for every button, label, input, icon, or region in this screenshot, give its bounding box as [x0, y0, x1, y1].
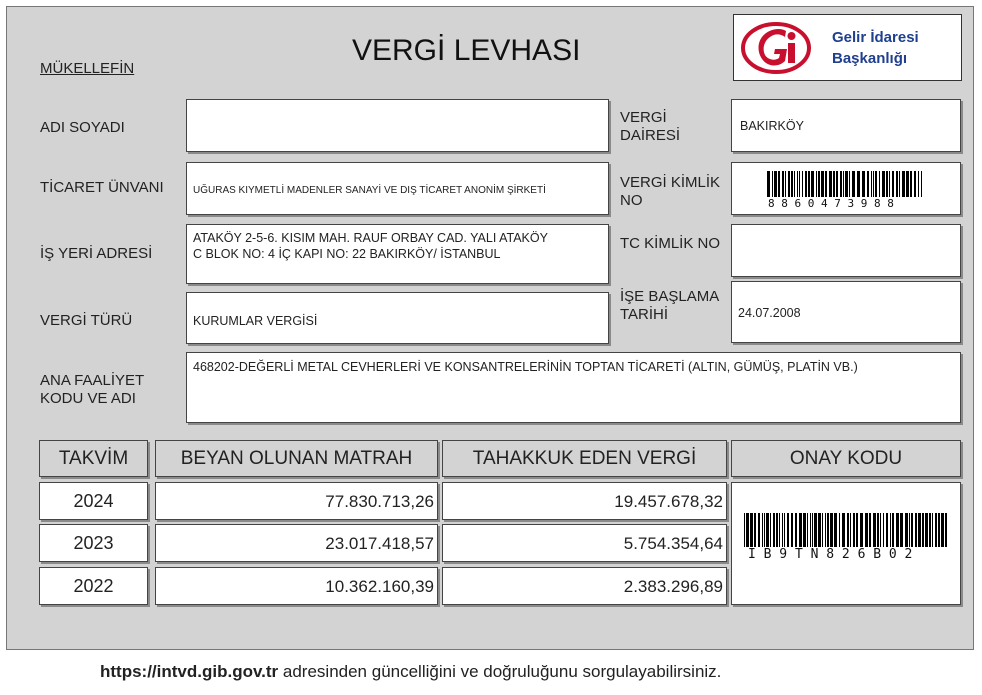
barcode-bar — [758, 513, 760, 547]
barcode-bar — [811, 171, 814, 197]
barcode-bar — [918, 171, 919, 197]
barcode-bar — [909, 513, 910, 547]
gib-emblem-icon — [740, 21, 812, 75]
matrah-cell: 23.017.418,57 — [325, 534, 434, 553]
barcode-bar — [825, 513, 826, 547]
logo-text-line2: Başkanlığı — [832, 50, 908, 67]
barcode-bar — [772, 171, 773, 197]
barcode-bar — [842, 513, 845, 547]
value-adres-line1: ATAKÖY 2-5-6. KISIM MAH. RAUF ORBAY CAD. YALI ATAKÖY — [193, 231, 548, 245]
barcode-bar — [945, 513, 947, 547]
barcode-bar — [867, 171, 869, 197]
barcode-bar — [938, 513, 940, 547]
vkn-barcode — [767, 171, 925, 197]
barcode-bar — [814, 513, 817, 547]
label-vergi-kimlik-1: VERGİ KİMLİK — [620, 174, 721, 191]
barcode-bar — [794, 171, 795, 197]
label-tc-kimlik: TC KİMLİK NO — [620, 235, 721, 252]
page-title: VERGİ LEVHASI — [352, 34, 581, 67]
barcode-bar — [911, 513, 913, 547]
barcode-bar — [818, 513, 821, 547]
barcode-bar — [892, 513, 894, 547]
barcode-bar — [869, 513, 871, 547]
barcode-bar — [797, 171, 798, 197]
label-vergi-kimlik-2: NO — [620, 192, 643, 209]
value-ana-faaliyet: 468202-DEĞERLİ METAL CEVHERLERİ VE KONSANTRELERİNİN TOPTAN TİCARETİ (ALTIN, GÜMÜŞ, PLATİN VB.) — [193, 360, 858, 374]
barcode-bar — [805, 171, 807, 197]
barcode-bar — [750, 513, 753, 547]
barcode-bar — [762, 513, 763, 547]
barcode-bar — [871, 171, 872, 197]
barcode-bar — [830, 513, 833, 547]
label-vergi-turu: VERGİ TÜRÜ — [40, 312, 133, 329]
logo-text-line1: Gelir İdaresi — [832, 29, 919, 46]
barcode-bar — [839, 513, 840, 547]
barcode-bar — [932, 513, 933, 547]
barcode-bar — [899, 171, 900, 197]
barcode-bar — [847, 513, 849, 547]
header-takvim-text: TAKVİM — [58, 447, 129, 469]
barcode-bar — [782, 513, 783, 547]
label-adi-soyadi: ADI SOYADI — [40, 119, 125, 136]
barcode-bar — [902, 171, 905, 197]
barcode-bar — [767, 171, 770, 197]
value-ise-baslama: 24.07.2008 — [738, 306, 801, 320]
barcode-bar — [941, 513, 944, 547]
barcode-bar — [836, 171, 838, 197]
barcode-bar — [829, 171, 832, 197]
barcode-bar — [896, 171, 898, 197]
barcode-bar — [853, 513, 855, 547]
barcode-bar — [886, 171, 888, 197]
barcode-bar — [862, 171, 865, 197]
barcode-bar — [776, 513, 778, 547]
barcode-bar — [852, 171, 855, 197]
barcode-bar — [787, 513, 789, 547]
barcode-bar — [857, 171, 860, 197]
barcode-bar — [818, 171, 820, 197]
vergi-cell: 2.383.296,89 — [623, 577, 723, 596]
row-2023-matrah — [155, 524, 438, 562]
row-2023-vergi — [442, 524, 727, 562]
row-2022-matrah — [155, 567, 438, 605]
barcode-bar — [744, 513, 745, 547]
value-ticaret-unvani: UĞURAS KIYMETLİ MADENLER SANAYİ VE DIŞ TİCARET ANONİM ŞİRKETİ — [193, 185, 546, 196]
year-cell: 2024 — [73, 490, 114, 511]
barcode-bar — [900, 513, 903, 547]
barcode-bar — [929, 513, 931, 547]
row-2024-vergi — [442, 482, 727, 520]
barcode-bar — [822, 513, 823, 547]
barcode-bar — [795, 513, 797, 547]
barcode-bar — [799, 513, 802, 547]
barcode-bar — [833, 171, 835, 197]
label-ana-faaliyet-2: KODU VE ADI — [40, 390, 136, 407]
onay-kodu-box — [731, 482, 961, 605]
value-adres-line2: C BLOK NO: 4 İÇ KAPI NO: 22 BAKIRKÖY/ İSTANBUL — [193, 247, 501, 261]
header-matrah-text: BEYAN OLUNAN MATRAH — [180, 447, 413, 469]
barcode-bar — [812, 513, 813, 547]
barcode-bar — [773, 513, 775, 547]
barcode-bar — [877, 513, 879, 547]
barcode-bar — [845, 171, 848, 197]
barcode-bar — [821, 171, 824, 197]
field-vergi-kimlik-no — [731, 162, 961, 215]
barcode-bar — [764, 513, 765, 547]
label-ticaret-unvani: TİCARET ÜNVANI — [40, 179, 164, 196]
barcode-bar — [827, 513, 829, 547]
footer-note — [100, 662, 721, 682]
barcode-bar — [770, 513, 771, 547]
barcode-bar — [825, 171, 827, 197]
value-vergi-kimlik-no: 8 8 6 0 4 7 3 9 8 8 — [768, 197, 894, 210]
barcode-bar — [873, 513, 876, 547]
gib-logo — [733, 14, 962, 81]
barcode-bar — [843, 171, 844, 197]
label-ana-faaliyet-1: ANA FAALİYET — [40, 372, 145, 389]
barcode-bar — [886, 513, 888, 547]
barcode-bar — [921, 171, 922, 197]
barcode-bar — [915, 513, 917, 547]
row-2023-year — [39, 524, 148, 562]
barcode-bar — [810, 513, 811, 547]
value-vergi-turu: KURUMLAR VERGİSİ — [193, 314, 318, 328]
row-2022-year — [39, 567, 148, 605]
row-2024-year — [39, 482, 148, 520]
barcode-bar — [890, 513, 891, 547]
row-2024-matrah — [155, 482, 438, 520]
header-onay-text: ONAY KODU — [789, 447, 903, 469]
matrah-cell: 10.362.160,39 — [325, 577, 434, 596]
barcode-bar — [803, 513, 806, 547]
barcode-bar — [865, 513, 868, 547]
barcode-bar — [754, 513, 756, 547]
label-ise-baslama-1: İŞE BAŞLAMA — [620, 288, 720, 305]
field-vergi-turu — [186, 292, 609, 344]
label-vergi-dairesi-2: DAİRESİ — [620, 127, 681, 144]
barcode-bar — [791, 171, 793, 197]
label-is-yeri-adresi: İŞ YERİ ADRESİ — [40, 245, 153, 262]
barcode-bar — [746, 513, 749, 547]
barcode-bar — [850, 513, 851, 547]
matrah-cell: 77.830.713,26 — [325, 492, 434, 511]
year-cell: 2022 — [73, 575, 114, 596]
label-ise-baslama-2: TARİHİ — [620, 306, 669, 323]
header-vergi — [442, 440, 727, 477]
field-ana-faaliyet — [186, 352, 961, 423]
barcode-bar — [875, 171, 877, 197]
field-ise-baslama — [731, 281, 961, 343]
footer-text: adresinden güncelliğini ve doğruluğunu sorgulayabilirsiniz. — [278, 662, 722, 681]
row-2022-vergi — [442, 567, 727, 605]
barcode-bar — [883, 513, 884, 547]
barcode-bar — [880, 513, 881, 547]
barcode-bar — [785, 171, 786, 197]
barcode-bar — [766, 513, 769, 547]
barcode-bar — [782, 171, 784, 197]
barcode-bar — [896, 513, 899, 547]
section-label: MÜKELLEFİN — [40, 60, 135, 77]
field-is-yeri-adresi — [186, 224, 609, 284]
barcode-bar — [873, 171, 874, 197]
barcode-bar — [778, 171, 780, 197]
field-tc-kimlik-no — [731, 224, 961, 277]
barcode-bar — [834, 513, 837, 547]
barcode-bar — [905, 513, 908, 547]
footer-url-link[interactable]: https://intvd.gib.gov.tr — [100, 662, 279, 681]
barcode-bar — [802, 171, 803, 197]
barcode-bar — [892, 171, 894, 197]
barcode-bar — [799, 171, 800, 197]
barcode-bar — [808, 171, 810, 197]
barcode-bar — [849, 171, 850, 197]
barcode-bar — [784, 513, 785, 547]
field-vergi-dairesi — [731, 99, 961, 152]
barcode-bar — [925, 513, 928, 547]
onay-barcode — [744, 513, 949, 547]
field-ticaret-unvani — [186, 162, 609, 215]
header-onay — [731, 440, 961, 477]
header-matrah — [155, 440, 438, 477]
barcode-bar — [910, 171, 912, 197]
barcode-bar — [807, 513, 808, 547]
barcode-bar — [914, 171, 916, 197]
barcode-bar — [791, 513, 793, 547]
vergi-cell: 19.457.678,32 — [614, 492, 723, 511]
barcode-bar — [860, 513, 863, 547]
barcode-bar — [840, 171, 842, 197]
barcode-bar — [788, 171, 790, 197]
barcode-bar — [882, 171, 885, 197]
barcode-bar — [918, 513, 921, 547]
year-cell: 2023 — [73, 532, 114, 553]
header-takvim — [39, 440, 148, 477]
barcode-bar — [922, 513, 924, 547]
barcode-bar — [816, 171, 817, 197]
barcode-bar — [906, 171, 909, 197]
value-onay-kodu: I B 9 T N 8 2 6 B 0 2 — [748, 547, 913, 562]
barcode-bar — [889, 171, 890, 197]
barcode-bar — [879, 171, 880, 197]
value-vergi-dairesi: BAKIRKÖY — [740, 119, 804, 133]
barcode-bar — [856, 513, 858, 547]
field-adi-soyadi — [186, 99, 609, 152]
barcode-bar — [774, 171, 777, 197]
vergi-cell: 5.754.354,64 — [623, 534, 723, 553]
header-vergi-text: TAHAKKUK EDEN VERGİ — [472, 447, 697, 469]
barcode-bar — [935, 513, 937, 547]
label-vergi-dairesi-1: VERGİ — [620, 109, 667, 126]
barcode-bar — [779, 513, 780, 547]
